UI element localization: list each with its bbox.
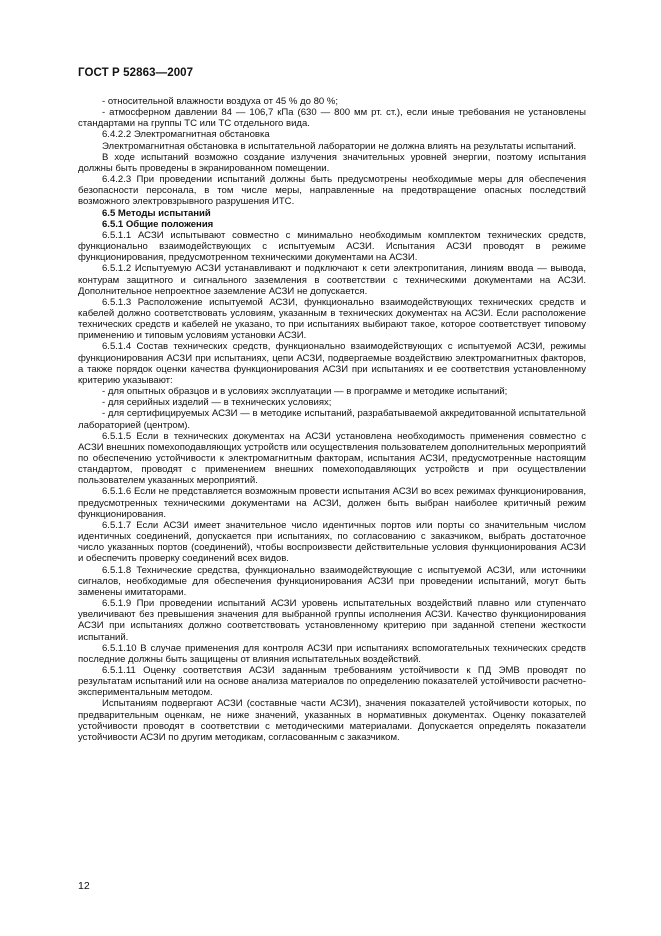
paragraph: 6.5.1.10 В случае применения для контроля АСЗИ при испытаниях вспомогательных технических средств последние должны быть защищены от влияния испытательных воздействий. — [78, 642, 586, 665]
page-number: 12 — [78, 880, 90, 892]
paragraph: В ходе испытаний возможно создание излучения значительных уровней энергии, поэтому испытания должны быть проведены в экранированном помещении. — [78, 151, 586, 174]
paragraph: 6.5.1.2 Испытуемую АСЗИ устанавливают и подключают к сети электропитания, линиям ввода — вывода, контурам защитного и сигнального заземления в соответствии с техническими документами на АСЗИ. Дополнительное непроектное заземление АСЗИ не допускается. — [78, 263, 586, 297]
list-item: - относительной влажности воздуха от 45 % до 80 %; — [102, 96, 338, 107]
paragraph: 6.5.1.3 Расположение испытуемой АСЗИ, функционально взаимодействующих технических средств и кабелей должно соответствовать условиям, указанным в технических документах на АСЗИ. Если расположение технических средств и кабелей не указано, то при испытаниях выбирают такое, которое соответствует типовому применению и типовым условиям установки АСЗИ. — [78, 296, 586, 342]
section-heading: 6.5.1 Общие положения — [102, 218, 214, 230]
list-item: - для опытных образцов и в условиях эксплуатации — в программе и методике испытаний; — [102, 386, 508, 398]
section-heading: 6.5 Методы испытаний — [102, 207, 211, 219]
document-header: ГОСТ Р 52863—2007 — [78, 67, 194, 79]
paragraph: 6.5.1.8 Технические средства, функционально взаимодействующие с испытуемой АСЗИ, или источники сигналов, необходимые для обеспечения функционирования АСЗИ при проведении испытаний, могут быть заменены имитаторами. — [78, 564, 586, 598]
paragraph: 6.5.1.6 Если не представляется возможным провести испытания АСЗИ во всех режимах функционирования, предусмотренных техническими документами на АСЗИ, должен быть выбран наиболее критичный режим функционирования. — [78, 486, 586, 520]
paragraph: 6.4.2.2 Электромагнитная обстановка — [102, 129, 270, 141]
paragraph: Электромагнитная обстановка в испытательной лаборатории не должна влиять на результаты испытаний. — [102, 140, 577, 152]
list-item: - для серийных изделий — в технических условиях; — [102, 397, 332, 409]
paragraph: 6.5.1.7 Если АСЗИ имеет значительное число идентичных портов или порты со значительным числом идентичных соединений, допускается при испытаниях, по согласованию с заказчиком, выбрать достаточное число указанных портов (соединений), чтобы воспроизвести действительные условия функционирования АСЗИ и обеспечить проверку соединений всех видов. — [78, 519, 586, 565]
paragraph: 6.5.1.5 Если в технических документах на АСЗИ установлена необходимость применения совместно с АСЗИ внешних помехоподавляющих устройств или осуществления пользователем дополнительных мероприятий по обеспечению устойчивости к электромагнитным факторам, испытания АСЗИ, предусмотренные настоящим стандартом, проводят с применением внешних помехоподавляющих устройств и при осуществлении пользователем указанных мероприятий. — [78, 430, 586, 487]
paragraph: 6.5.1.11 Оценку соответствия АСЗИ заданным требованиям устойчивости к ПД ЭМВ проводят по результатам испытаний или на основе анализа материалов по определению показателей устойчивости расчетно-экспериментальным методом. — [78, 664, 586, 699]
paragraph: Испытаниям подвергают АСЗИ (составные части АСЗИ), значения показателей устойчивости которых, по предварительным оценкам, не ниже значений, указанных в нормативных документах. Оценку показателей устойчивости проводят в соответствии с методическими материалами. Допускается определять показатели устойчивости АСЗИ по другим методикам, согласованным с заказчиком. — [78, 698, 586, 743]
paragraph: 6.5.1.1 АСЗИ испытывают совместно с минимально необходимым комплектом технических средств, функционально взаимодействующих с испытуемым АСЗИ. Испытания АСЗИ проводят в режиме функционирования, предусмотренном техническими документами на АСЗИ. — [78, 229, 586, 264]
list-item: - для сертифицируемых АСЗИ — в методике испытаний, разрабатываемой аккредитованной испытательной лабораторией (центром). — [78, 408, 586, 431]
paragraph: 6.5.1.9 При проведении испытаний АСЗИ уровень испытательных воздействий плавно или ступенчато увеличивают без превышения значения для выбранной группы исполнения АСЗИ. Качество функционирования АСЗИ при испытаниях должно соответствовать установленному критерию при заданной степени жесткости испытаний. — [78, 598, 586, 643]
paragraph: 6.4.2.3 При проведении испытаний должны быть предусмотрены необходимые меры для обеспечения безопасности персонала, в том числе меры, направленные на предотвращение опасных последствий возможного электровзрывного разрушения ИТС. — [78, 174, 586, 208]
list-item: - атмосферном давлении 84 — 106,7 кПа (630 — 800 мм рт. ст.), если иные требования не установлены стандартами на группы ТС или ТС отдельного вида. — [78, 107, 586, 130]
paragraph: 6.5.1.4 Состав технических средств, функционально взаимодействующих с испытуемой АСЗИ, режимы функционирования АСЗИ при испытаниях, цепи АСЗИ, подвергаемые воздействию электромагнитных факторов, а также порядок оценки качества функционирования АСЗИ при испытаниях и ее соответствия установленному критерию указывают: — [78, 341, 586, 386]
document-body — [78, 96, 586, 743]
